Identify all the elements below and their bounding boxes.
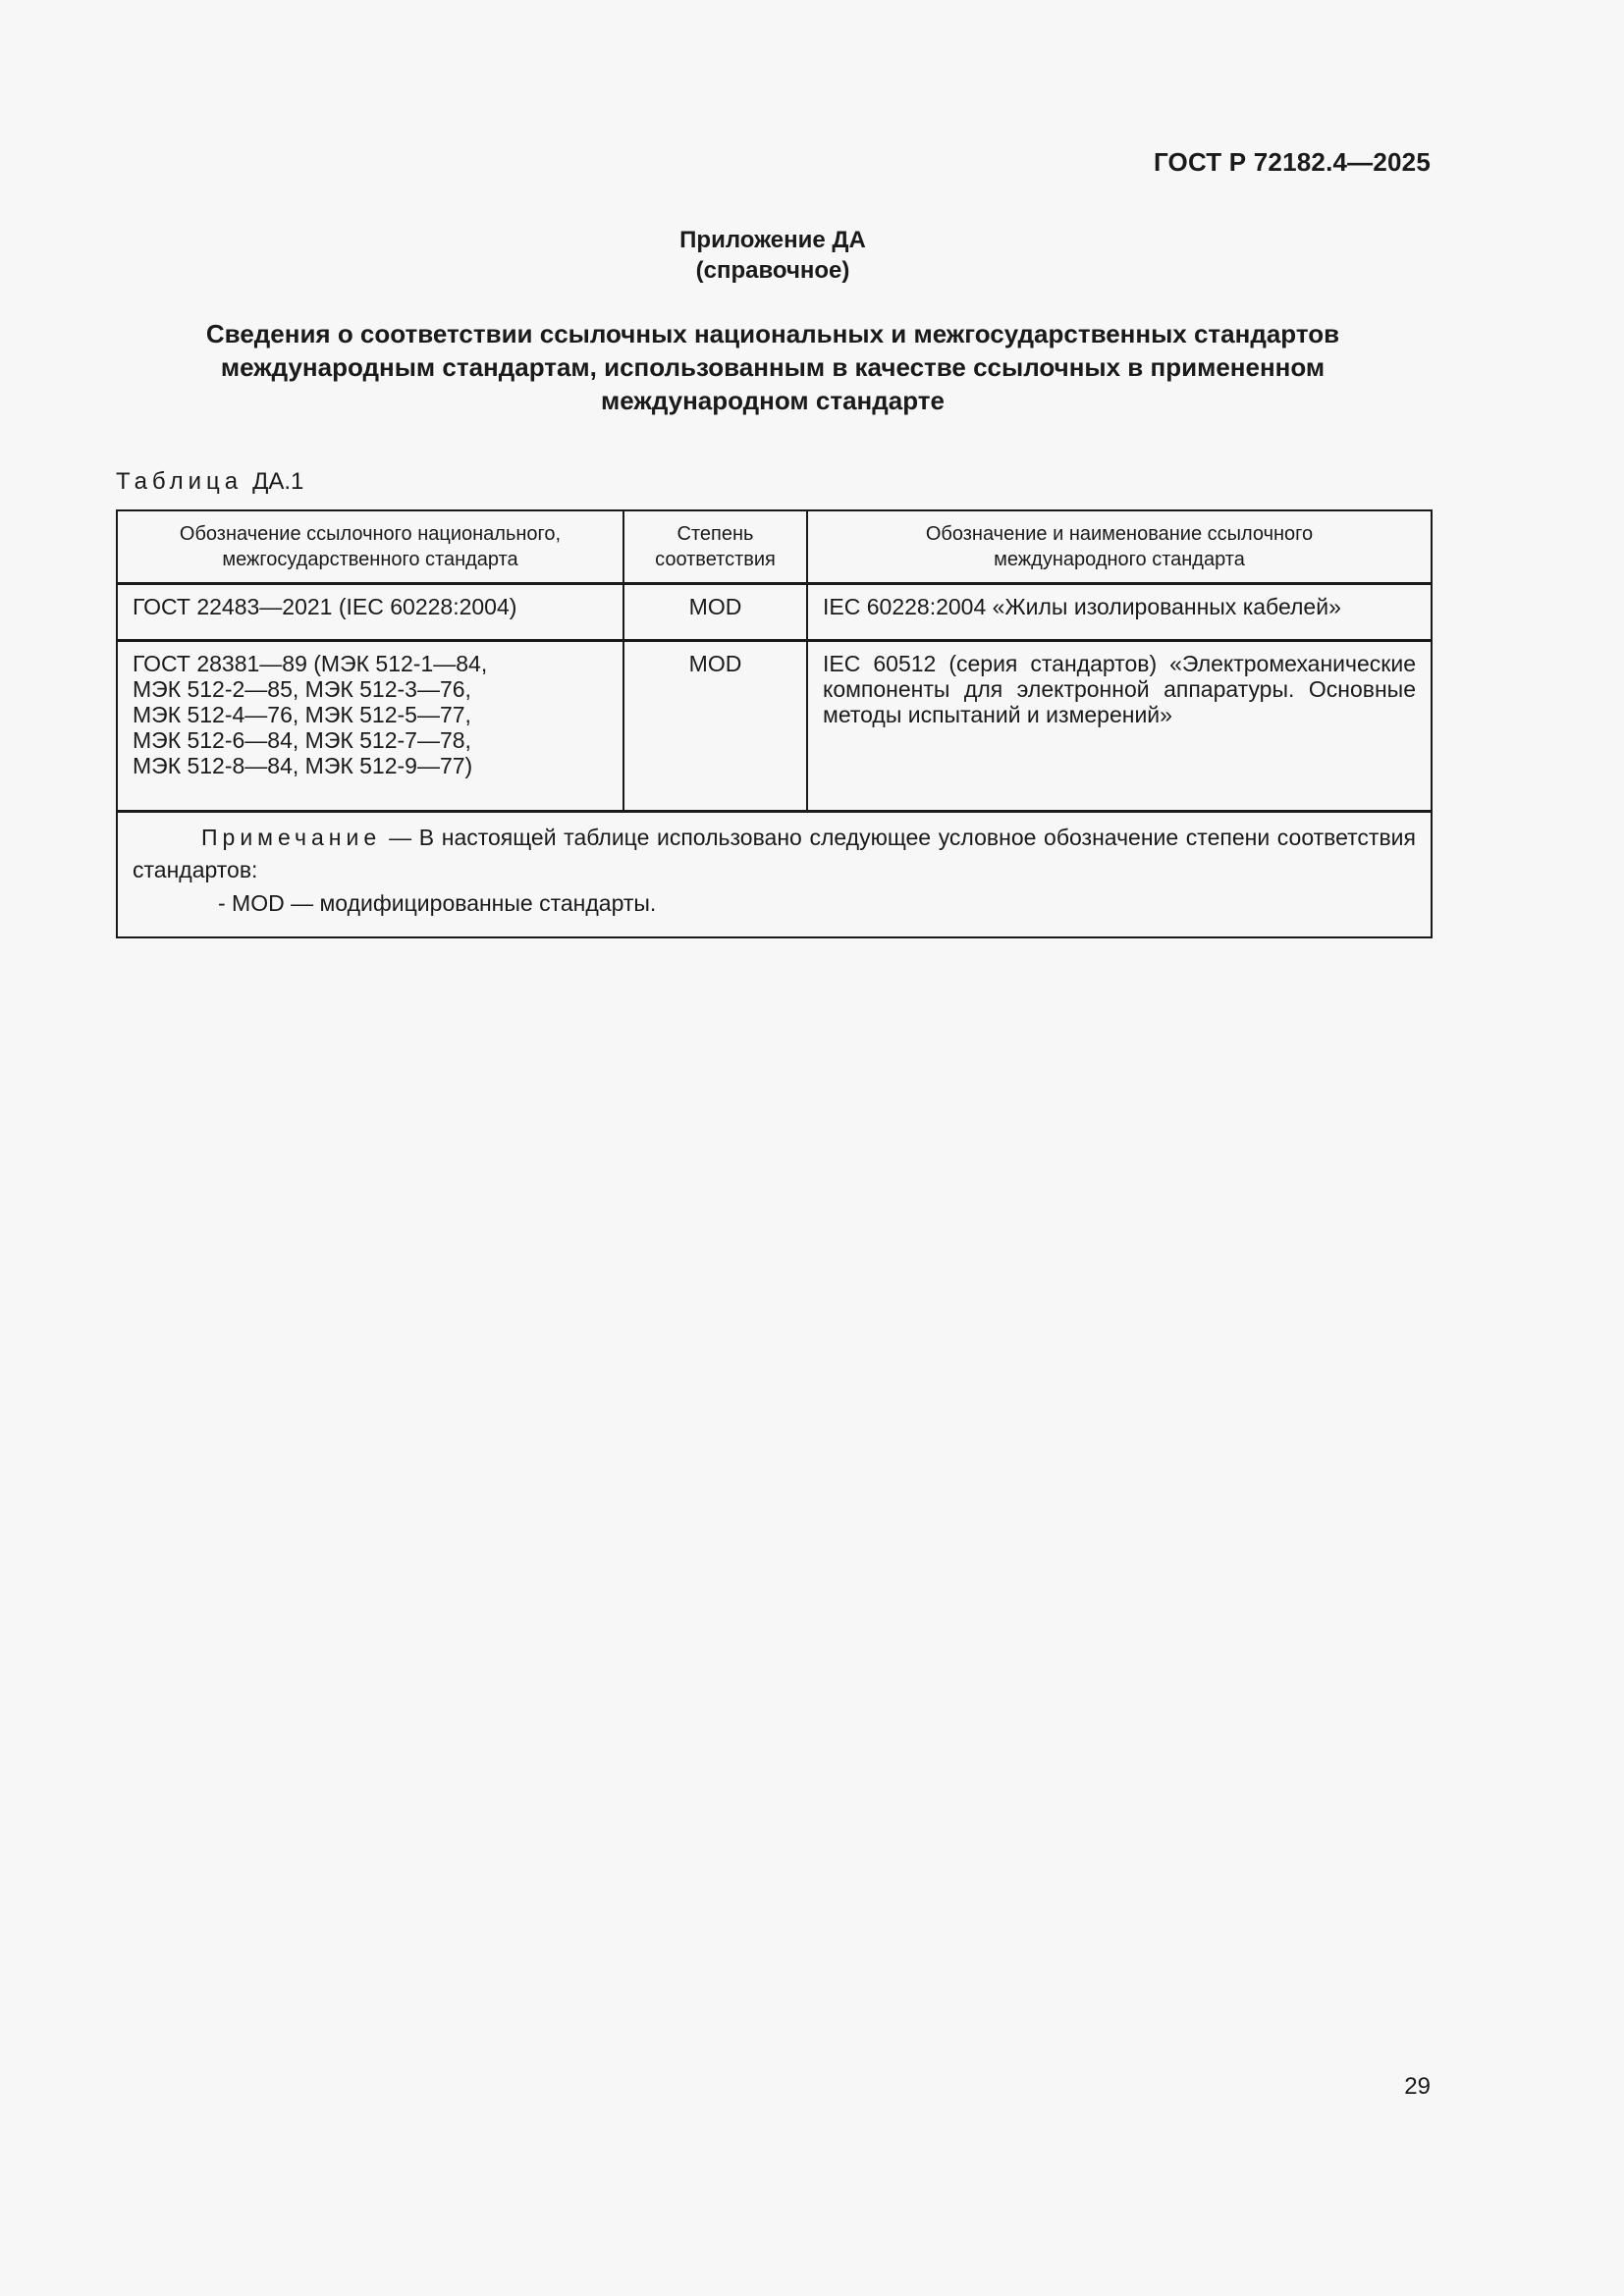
- international-standard-cell: IEC 60512 (серия стандартов) «Электромеханические компоненты для электронной аппаратуры. Основные методы испытаний и измерений»: [807, 641, 1432, 812]
- standards-table: [116, 509, 1433, 938]
- table-row: [117, 641, 1432, 812]
- page-title: Сведения о соответствии ссылочных национальных и межгосударственных стандартов международным стандартам, использованным в качестве ссылочных в примененном международном стандарте: [205, 319, 1340, 415]
- page-number: 29: [1404, 2073, 1431, 2100]
- column-header-degree: Степень соответствия: [623, 510, 807, 584]
- column-header-national: Обозначение ссылочного национального, межгосударственного стандарта: [117, 510, 623, 584]
- table-note-row: [117, 812, 1432, 938]
- table-row: [117, 584, 1432, 641]
- appendix-title: Приложение ДА: [679, 227, 866, 253]
- appendix-subtitle: (справочное): [695, 257, 850, 284]
- note-list-item: - MOD — модифицированные стандарты.: [218, 890, 657, 916]
- degree-cell: MOD: [623, 584, 807, 641]
- column-header-international: Обозначение и наименование ссылочного международного стандарта: [807, 510, 1432, 584]
- international-standard-cell: IEC 60228:2004 «Жилы изолированных кабелей»: [807, 584, 1432, 641]
- table-note: [117, 812, 1432, 938]
- national-standard-cell: ГОСТ 28381—89 (МЭК 512-1—84, МЭК 512-2—85, МЭК 512-3—76, МЭК 512-4—76, МЭК 512-5—77, МЭК 512-6—84, МЭК 512-7—78, МЭК 512-8—84, МЭК 512-9—77): [117, 641, 623, 812]
- table-caption-label: Таблица: [116, 468, 244, 495]
- table-caption-number: ДА.1: [252, 468, 304, 495]
- table-header-row: [117, 510, 1432, 584]
- table-caption: [116, 468, 303, 496]
- note-text: — В настоящей таблице использовано следующее условное обозначение степени соответствия стандартов:: [133, 825, 1416, 882]
- national-standard-cell: ГОСТ 22483—2021 (IEC 60228:2004): [117, 584, 623, 641]
- note-label: Примечание: [201, 825, 382, 850]
- degree-cell: MOD: [623, 641, 807, 812]
- document-number: ГОСТ Р 72182.4—2025: [1153, 147, 1431, 177]
- appendix-heading: [0, 225, 1545, 286]
